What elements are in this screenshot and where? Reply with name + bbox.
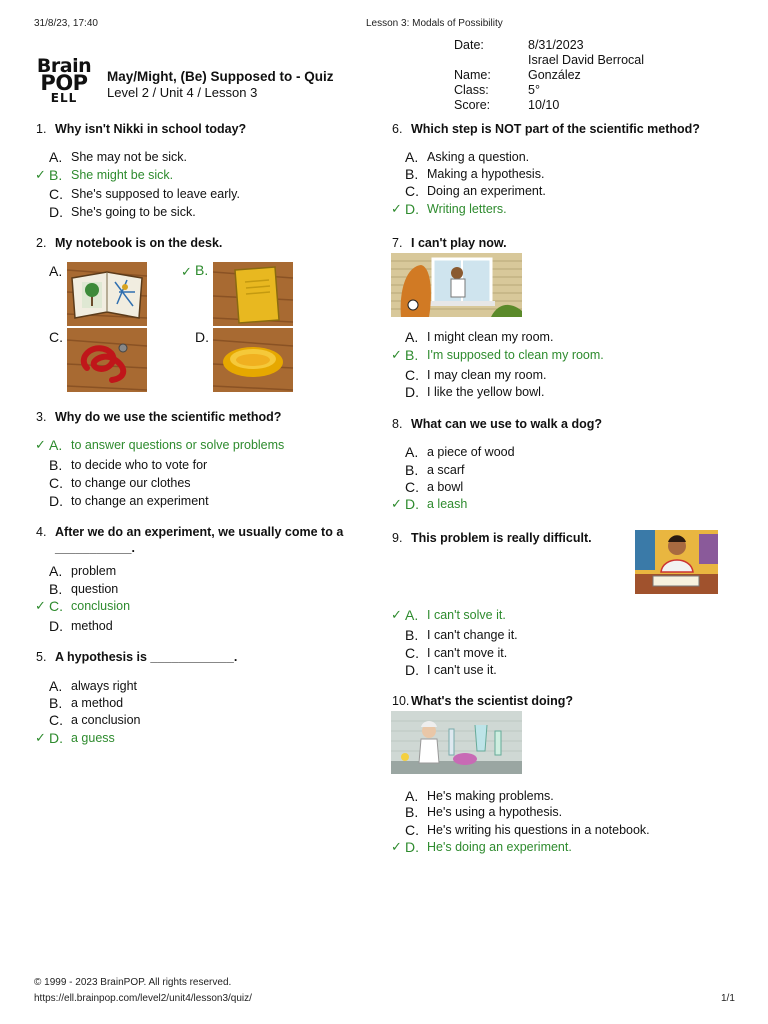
q4-option-b: B. question xyxy=(49,581,119,597)
q4-text-line1: After we do an experiment, we usually come to a xyxy=(55,525,344,539)
class-value: 5° xyxy=(528,83,540,97)
q8-option-b: B. a scarf xyxy=(405,462,465,478)
q9-option-d: D. I can't use it. xyxy=(405,662,497,678)
check-icon: ✓ xyxy=(391,496,402,511)
q2-number: 2. xyxy=(36,236,47,250)
check-icon: ✓ xyxy=(35,167,46,182)
q7-number: 7. xyxy=(392,236,403,250)
boy-doing-homework-image xyxy=(635,530,718,594)
q4-text-line2: ___________. xyxy=(55,541,135,555)
name-value-line1: Israel David Berrocal xyxy=(528,53,645,67)
check-icon: ✓ xyxy=(35,437,46,452)
q7-option-a: A. I might clean my room. xyxy=(405,329,554,345)
q8-text: What can we use to walk a dog? xyxy=(411,417,603,431)
scientist-lab-image xyxy=(391,711,522,774)
q1-option-c: C. She's supposed to leave early. xyxy=(49,186,240,202)
q3-text: Why do we use the scientific method? xyxy=(55,410,282,424)
q10-option-c: C. He's writing his questions in a notebook. xyxy=(405,822,650,838)
q10-number: 10. xyxy=(392,694,410,708)
q10-option-a: A. He's making problems. xyxy=(405,788,554,804)
q2-letter-d: D. xyxy=(195,329,209,345)
q9-option-c: C. I can't move it. xyxy=(405,645,508,661)
check-icon: ✓ xyxy=(35,598,46,613)
q4-option-d: D. method xyxy=(49,618,113,634)
q7-option-b: ✓ B. I'm supposed to clean my room. xyxy=(391,347,604,363)
q1-option-b: ✓ B. She might be sick. xyxy=(35,167,174,183)
score-value: 10/10 xyxy=(528,98,560,112)
name-value-line2: González xyxy=(528,68,581,82)
q6-option-a: A. Asking a question. xyxy=(405,149,530,165)
score-label: Score: xyxy=(454,98,491,112)
q3-option-a: ✓ A. to answer questions or solve problems xyxy=(35,437,285,453)
q1-number: 1. xyxy=(36,122,47,136)
q7-option-c: C. I may clean my room. xyxy=(405,367,547,383)
q7-text: I can't play now. xyxy=(411,236,507,250)
print-datetime: 31/8/23, 17:40 xyxy=(34,18,98,29)
q10-option-d: ✓ D. He's doing an experiment. xyxy=(391,839,572,855)
q6-option-c: C. Doing an experiment. xyxy=(405,183,546,199)
q9-text: This problem is really difficult. xyxy=(411,531,592,545)
q7-option-d: D. I like the yellow bowl. xyxy=(405,384,545,400)
q1-option-a: A. She may not be sick. xyxy=(49,149,188,165)
quiz-subtitle: Level 2 / Unit 4 / Lesson 3 xyxy=(107,85,258,100)
check-icon: ✓ xyxy=(391,839,402,854)
q5-option-b: B. a method xyxy=(49,695,124,711)
q8-option-a: A. a piece of wood xyxy=(405,444,515,460)
page-number: 1/1 xyxy=(721,993,735,1004)
q4-option-a: A. problem xyxy=(49,563,117,579)
check-icon: ✓ xyxy=(391,607,402,622)
q5-option-d: ✓ D. a guess xyxy=(35,730,115,746)
q9-option-b: B. I can't change it. xyxy=(405,627,518,643)
q4-number: 4. xyxy=(36,525,47,539)
check-icon: ✓ xyxy=(181,264,192,279)
q8-option-d: ✓ D. a leash xyxy=(391,496,468,512)
q5-number: 5. xyxy=(36,650,47,664)
yellow-bowl-image xyxy=(213,328,293,392)
q6-number: 6. xyxy=(392,122,403,136)
q9-number: 9. xyxy=(392,531,403,545)
open-book-image xyxy=(67,262,147,326)
q6-option-b: B. Making a hypothesis. xyxy=(405,166,545,182)
q9-option-a: ✓ A. I can't solve it. xyxy=(391,607,506,623)
q4-option-c: ✓ C. conclusion xyxy=(35,598,131,614)
date-label: Date: xyxy=(454,38,484,52)
q2-letter-b: B. xyxy=(195,262,209,278)
q2-letter-a: A. xyxy=(49,263,63,279)
q8-number: 8. xyxy=(392,417,403,431)
check-icon: ✓ xyxy=(391,347,402,362)
q1-text: Why isn't Nikki in school today? xyxy=(55,122,247,136)
q6-text: Which step is NOT part of the scientific method? xyxy=(411,122,700,136)
q5-text: A hypothesis is ____________. xyxy=(55,650,238,664)
q5-option-c: C. a conclusion xyxy=(49,712,141,728)
q10-option-b: B. He's using a hypothesis. xyxy=(405,804,563,820)
q3-option-c: C. to change our clothes xyxy=(49,475,191,491)
boy-cleaning-window-image xyxy=(391,253,522,317)
print-doc-title: Lesson 3: Modals of Possibility xyxy=(366,18,503,29)
red-leash-image xyxy=(67,328,147,392)
q6-option-d: ✓ D. Writing letters. xyxy=(391,201,507,217)
q2-letter-c: C. xyxy=(49,329,63,345)
check-icon: ✓ xyxy=(35,730,46,745)
q2-text: My notebook is on the desk. xyxy=(55,236,223,250)
q3-option-b: B. to decide who to vote for xyxy=(49,457,208,473)
q3-option-d: D. to change an experiment xyxy=(49,493,209,509)
notebook-on-desk-image xyxy=(213,262,293,326)
check-icon: ✓ xyxy=(391,201,402,216)
q5-option-a: A. always right xyxy=(49,678,137,694)
q8-option-c: C. a bowl xyxy=(405,479,464,495)
class-label: Class: xyxy=(454,83,489,97)
date-value: 8/31/2023 xyxy=(528,38,584,52)
quiz-title: May/Might, (Be) Supposed to - Quiz xyxy=(107,69,334,84)
brainpop-ell-logo: Brain POP ELL xyxy=(36,55,92,105)
name-label: Name: xyxy=(454,68,491,82)
q1-option-d: D. She's going to be sick. xyxy=(49,204,196,220)
page-url[interactable]: https://ell.brainpop.com/level2/unit4/lesson3/quiz/ xyxy=(34,993,252,1004)
q10-text: What's the scientist doing? xyxy=(411,694,574,708)
copyright: © 1999 - 2023 BrainPOP. All rights reserved. xyxy=(34,977,232,988)
q3-number: 3. xyxy=(36,410,47,424)
